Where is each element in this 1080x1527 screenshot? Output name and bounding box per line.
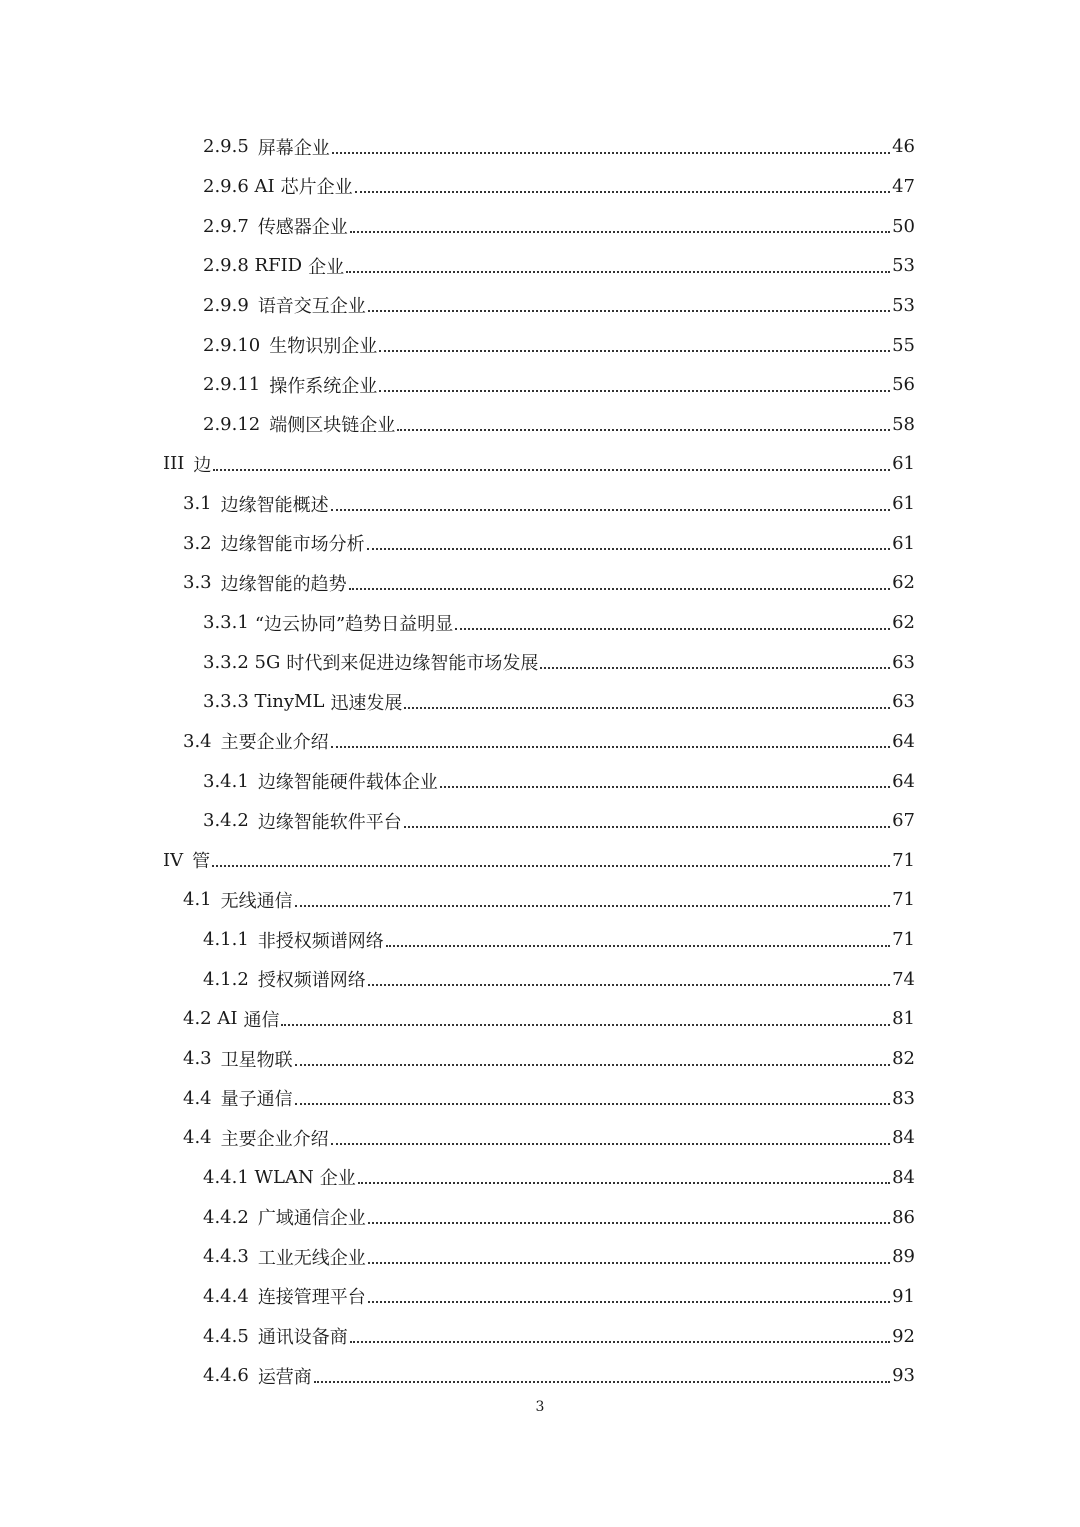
toc-entry-title: 非授权频谱网络 xyxy=(257,930,384,952)
toc-entry-title: 边 xyxy=(193,454,212,476)
toc-entry-title: 主要企业介绍 xyxy=(220,1128,329,1150)
toc-dot-leader xyxy=(404,826,890,828)
toc-entry-number: 4.4.2 xyxy=(203,1206,249,1228)
toc-entry-title: 企业 xyxy=(308,256,345,278)
toc-entry-title: 边缘智能概述 xyxy=(220,494,329,516)
toc-entry-page: 71 xyxy=(892,849,915,871)
toc-entry-title: 时代到来促进边缘智能市场发展 xyxy=(286,653,539,675)
toc-entry-number: 2.9.12 xyxy=(203,413,261,435)
toc-entry-page: 62 xyxy=(892,572,915,594)
toc-entry[interactable] xyxy=(0,999,1080,1039)
toc-entry-number: 4.1.2 xyxy=(203,968,249,990)
toc-dot-leader xyxy=(212,865,890,867)
toc-entry-page: 74 xyxy=(892,968,915,990)
toc-entry[interactable] xyxy=(0,167,1080,207)
toc-entry[interactable] xyxy=(0,127,1080,167)
toc-entry-number: 3.3 xyxy=(183,572,212,594)
toc-entry-number: 4.1.1 xyxy=(203,929,249,951)
toc-entry-number: 2.9.10 xyxy=(203,334,261,356)
toc-entry-page: 89 xyxy=(892,1246,915,1268)
toc-entry-page: 84 xyxy=(892,1166,915,1188)
toc-entry-page: 53 xyxy=(892,255,915,277)
toc-entry-page: 84 xyxy=(892,1127,915,1149)
toc-entry-page: 71 xyxy=(892,889,915,911)
toc-entry-number: 3.4.2 xyxy=(203,810,249,832)
toc-dot-leader xyxy=(331,509,890,511)
toc-dot-leader xyxy=(368,1262,890,1264)
toc-entry-title: 连接管理平台 xyxy=(257,1287,366,1309)
toc-entry-number: 3.2 xyxy=(183,532,212,554)
toc-entry[interactable] xyxy=(0,642,1080,682)
table-of-contents xyxy=(0,127,1080,1396)
toc-entry[interactable] xyxy=(0,206,1080,246)
toc-entry[interactable] xyxy=(0,682,1080,722)
toc-dot-leader xyxy=(404,707,890,709)
toc-entry-title: 迅速发展 xyxy=(330,692,403,714)
toc-dot-leader xyxy=(349,588,890,590)
toc-entry-page: 47 xyxy=(892,175,915,197)
toc-entry-title: 通信 xyxy=(243,1009,280,1031)
toc-entry-page: 46 xyxy=(892,136,915,158)
toc-entry-title: 边缘智能市场分析 xyxy=(220,534,365,556)
toc-entry-number: 3.3.3 TinyML xyxy=(203,691,325,713)
toc-entry-number: 4.4.4 xyxy=(203,1285,249,1307)
toc-entry-number: 4.4.6 xyxy=(203,1365,249,1387)
toc-entry[interactable] xyxy=(0,1197,1080,1237)
toc-dot-leader xyxy=(455,628,890,630)
toc-entry-page: 58 xyxy=(892,413,915,435)
toc-dot-leader xyxy=(379,390,890,392)
toc-dot-leader xyxy=(295,1064,890,1066)
toc-entry-number: 2.9.5 xyxy=(203,136,249,158)
toc-entry[interactable] xyxy=(0,444,1080,484)
toc-dot-leader xyxy=(346,271,890,273)
toc-entry-page: 62 xyxy=(892,612,915,633)
toc-dot-leader xyxy=(350,231,890,233)
toc-dot-leader xyxy=(213,469,890,471)
toc-entry-page: 82 xyxy=(892,1048,915,1070)
toc-entry[interactable] xyxy=(0,1237,1080,1277)
page-number: 3 xyxy=(535,1399,545,1415)
toc-entry-number: 4.4.5 xyxy=(203,1325,249,1347)
toc-entry-number: 3.4.1 xyxy=(203,770,249,792)
toc-entry-number: 2.9.8 RFID xyxy=(203,255,303,277)
toc-entry-title: 企业 xyxy=(319,1168,356,1190)
toc-entry-page: 81 xyxy=(892,1008,915,1030)
toc-entry-number: 3.3.2 5G xyxy=(203,651,281,673)
toc-entry-title: 边缘智能的趋势 xyxy=(220,573,347,595)
toc-entry-title: 语音交互企业 xyxy=(257,296,366,318)
toc-entry-number: 4.4.1 WLAN xyxy=(203,1166,314,1188)
toc-entry-number: 4.1 xyxy=(183,889,212,911)
toc-entry-page: 55 xyxy=(892,334,915,356)
toc-entry[interactable] xyxy=(0,404,1080,444)
toc-entry-title: 通讯设备商 xyxy=(257,1327,348,1349)
toc-entry-title: 生物识别企业 xyxy=(269,336,378,358)
toc-entry-number: 3.4 xyxy=(183,730,212,752)
toc-entry-page: 64 xyxy=(892,770,915,792)
toc-dot-leader xyxy=(440,786,890,788)
toc-entry-number: 4.4 xyxy=(183,1127,212,1149)
toc-dot-leader xyxy=(350,1341,890,1343)
toc-dot-leader xyxy=(386,945,890,947)
toc-entry[interactable] xyxy=(0,920,1080,960)
toc-entry-number: 2.9.11 xyxy=(203,374,261,396)
toc-entry-number: 4.4 xyxy=(183,1087,212,1109)
toc-entry-title: 授权频谱网络 xyxy=(257,970,366,992)
toc-entry[interactable] xyxy=(0,801,1080,841)
toc-entry[interactable] xyxy=(0,523,1080,563)
toc-entry[interactable] xyxy=(0,563,1080,603)
toc-entry-title: 芯片企业 xyxy=(280,177,353,199)
toc-dot-leader xyxy=(281,1024,890,1026)
toc-dot-leader xyxy=(331,746,890,748)
toc-entry-number: 3.1 xyxy=(183,493,212,515)
toc-entry-number: 2.9.7 xyxy=(203,215,249,237)
toc-entry[interactable] xyxy=(0,880,1080,920)
toc-entry[interactable] xyxy=(0,1039,1080,1079)
toc-entry[interactable] xyxy=(0,286,1080,326)
toc-entry[interactable] xyxy=(0,959,1080,999)
toc-dot-leader xyxy=(295,1103,890,1105)
toc-entry-title: 端侧区块链企业 xyxy=(269,415,396,437)
toc-entry-page: 63 xyxy=(892,651,915,673)
toc-dot-leader xyxy=(332,152,890,154)
toc-entry-title: 工业无线企业 xyxy=(257,1247,366,1269)
toc-dot-leader xyxy=(314,1381,890,1383)
toc-entry-page: 83 xyxy=(892,1087,915,1109)
toc-entry[interactable] xyxy=(0,365,1080,405)
toc-dot-leader xyxy=(331,1143,890,1145)
toc-dot-leader xyxy=(368,310,890,312)
toc-entry-page: 93 xyxy=(892,1365,915,1387)
toc-entry-title: 无线通信 xyxy=(220,890,293,912)
toc-entry[interactable] xyxy=(0,1356,1080,1396)
toc-entry-number: III xyxy=(163,453,185,475)
toc-dot-leader xyxy=(397,429,890,431)
toc-entry-page: 86 xyxy=(892,1206,915,1228)
toc-entry-page: 61 xyxy=(892,532,915,554)
toc-dot-leader xyxy=(295,905,890,907)
toc-dot-leader xyxy=(367,548,890,550)
toc-entry-page: 50 xyxy=(892,215,915,237)
toc-entry-title: 运营商 xyxy=(257,1366,312,1388)
toc-dot-leader xyxy=(540,667,890,669)
toc-entry-page: 71 xyxy=(892,929,915,951)
toc-entry-number: IV xyxy=(163,849,184,871)
toc-entry-page: 53 xyxy=(892,294,915,316)
toc-entry-title: 管 xyxy=(192,851,211,873)
toc-entry-title: 主要企业介绍 xyxy=(220,732,329,754)
toc-entry-number: 2.9.9 xyxy=(203,294,249,316)
toc-entry-page: 63 xyxy=(892,691,915,713)
toc-entry-title: 边缘智能软件平台 xyxy=(257,811,402,833)
toc-entry[interactable] xyxy=(0,761,1080,801)
toc-entry-number: 4.2 AI xyxy=(183,1008,238,1030)
toc-entry[interactable] xyxy=(0,1316,1080,1356)
toc-entry-title: 边缘智能硬件载体企业 xyxy=(257,772,438,794)
toc-dot-leader xyxy=(368,984,890,986)
toc-entry-title: “边云协同”趋势日益明显 xyxy=(254,613,454,635)
toc-entry-title: 广域通信企业 xyxy=(257,1208,366,1230)
toc-entry[interactable] xyxy=(0,1158,1080,1198)
toc-entry-page: 64 xyxy=(892,730,915,752)
toc-entry-number: 3.3.1 xyxy=(203,612,249,633)
toc-dot-leader xyxy=(368,1222,890,1224)
toc-entry[interactable] xyxy=(0,603,1080,643)
toc-entry[interactable] xyxy=(0,1277,1080,1317)
toc-entry-number: 2.9.6 AI xyxy=(203,175,275,197)
toc-entry-title: 传感器企业 xyxy=(257,217,348,239)
toc-entry-number: 4.3 xyxy=(183,1048,212,1070)
toc-dot-leader xyxy=(379,350,890,352)
toc-entry[interactable] xyxy=(0,1078,1080,1118)
toc-entry-title: 量子通信 xyxy=(220,1089,293,1111)
toc-entry-page: 91 xyxy=(892,1285,915,1307)
toc-entry-page: 92 xyxy=(892,1325,915,1347)
toc-entry-title: 屏幕企业 xyxy=(257,137,330,159)
toc-dot-leader xyxy=(355,191,890,193)
toc-entry-number: 4.4.3 xyxy=(203,1246,249,1268)
toc-entry[interactable] xyxy=(0,246,1080,286)
toc-entry[interactable] xyxy=(0,1118,1080,1158)
toc-entry-title: 操作系统企业 xyxy=(269,375,378,397)
toc-entry[interactable] xyxy=(0,325,1080,365)
toc-dot-leader xyxy=(368,1301,890,1303)
toc-entry[interactable] xyxy=(0,722,1080,762)
toc-entry[interactable] xyxy=(0,484,1080,524)
toc-entry[interactable] xyxy=(0,841,1080,881)
toc-entry-page: 61 xyxy=(892,493,915,515)
toc-entry-page: 67 xyxy=(892,810,915,832)
toc-entry-page: 61 xyxy=(892,453,915,475)
toc-entry-title: 卫星物联 xyxy=(220,1049,293,1071)
toc-entry-page: 56 xyxy=(892,374,915,396)
toc-dot-leader xyxy=(358,1182,890,1184)
